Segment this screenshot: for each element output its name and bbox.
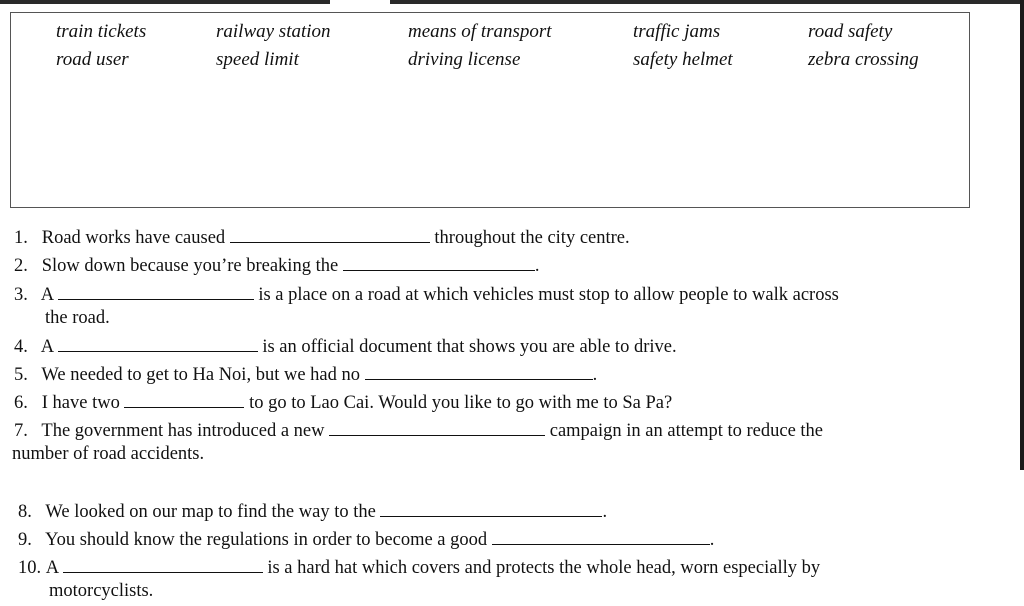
question-text: . bbox=[592, 365, 598, 385]
question-number: 3. bbox=[14, 285, 28, 305]
question-text: Road works have caused bbox=[41, 228, 226, 248]
question-3-continuation: the road. bbox=[45, 308, 110, 328]
question-text: campaign in an attempt to reduce the bbox=[549, 421, 824, 441]
question-10-continuation: motorcyclists. bbox=[49, 581, 154, 601]
answer-blank[interactable] bbox=[492, 528, 710, 545]
answer-blank[interactable] bbox=[329, 419, 545, 436]
question-text: The government has introduced a new bbox=[41, 421, 325, 441]
question-text: . bbox=[534, 256, 540, 276]
question-text: to go to Lao Cai. Would you like to go with me to Sa Pa? bbox=[249, 393, 673, 413]
question-number: 10. bbox=[18, 558, 42, 578]
word-safety-helmet: safety helmet bbox=[633, 49, 733, 70]
question-7 bbox=[14, 419, 974, 442]
question-2 bbox=[14, 254, 539, 277]
question-10 bbox=[18, 556, 986, 579]
question-number: 7. bbox=[14, 421, 28, 441]
answer-blank[interactable] bbox=[58, 283, 254, 300]
word-driving-license: driving license bbox=[408, 49, 521, 70]
question-text: A bbox=[45, 558, 59, 578]
question-number: 1. bbox=[14, 228, 28, 248]
question-number: 5. bbox=[14, 365, 28, 385]
question-text: is a place on a road at which vehicles must stop to allow people to walk across bbox=[258, 285, 839, 305]
question-6 bbox=[14, 391, 672, 414]
word-train-tickets: train tickets bbox=[56, 21, 147, 42]
question-number: 6. bbox=[14, 393, 28, 413]
word-zebra-crossing: zebra crossing bbox=[808, 49, 919, 70]
question-3 bbox=[14, 283, 974, 306]
answer-blank[interactable] bbox=[380, 500, 602, 517]
question-text: We looked on our map to find the way to the bbox=[45, 502, 376, 522]
top-border-line bbox=[0, 0, 1024, 4]
answer-blank[interactable] bbox=[343, 254, 535, 271]
question-text: throughout the city centre. bbox=[434, 228, 630, 248]
word-road-user: road user bbox=[56, 49, 129, 70]
question-number: 2. bbox=[14, 256, 28, 276]
question-text: We needed to get to Ha Noi, but we had no bbox=[41, 365, 360, 385]
question-text: is a hard hat which covers and protects the whole head, worn especially by bbox=[267, 558, 821, 578]
question-text: Slow down because you’re breaking the bbox=[41, 256, 339, 276]
question-5 bbox=[14, 363, 597, 386]
question-text: . bbox=[602, 502, 608, 522]
question-number: 8. bbox=[18, 502, 32, 522]
word-road-safety: road safety bbox=[808, 21, 893, 42]
question-number: 4. bbox=[14, 337, 28, 357]
question-number: 9. bbox=[18, 530, 32, 550]
answer-blank[interactable] bbox=[63, 556, 263, 573]
question-9 bbox=[18, 528, 714, 551]
question-text: I have two bbox=[41, 393, 120, 413]
question-text: A bbox=[40, 337, 54, 357]
question-8 bbox=[18, 500, 607, 523]
answer-blank[interactable] bbox=[230, 226, 430, 243]
question-4 bbox=[14, 335, 677, 358]
answer-blank[interactable] bbox=[124, 391, 244, 408]
word-box bbox=[10, 12, 970, 208]
word-means-of-transport: means of transport bbox=[408, 21, 552, 42]
question-text: . bbox=[709, 530, 715, 550]
question-text: is an official document that shows you are able to drive. bbox=[262, 337, 677, 357]
word-speed-limit: speed limit bbox=[216, 49, 299, 70]
question-7-continuation: number of road accidents. bbox=[12, 444, 205, 464]
question-1 bbox=[14, 226, 630, 249]
right-edge-bar bbox=[1020, 0, 1024, 470]
answer-blank[interactable] bbox=[365, 363, 593, 380]
answer-blank[interactable] bbox=[58, 335, 258, 352]
question-text: A bbox=[40, 285, 54, 305]
question-text: You should know the regulations in order to become a good bbox=[45, 530, 488, 550]
word-traffic-jams: traffic jams bbox=[633, 21, 721, 42]
word-railway-station: railway station bbox=[216, 21, 331, 42]
